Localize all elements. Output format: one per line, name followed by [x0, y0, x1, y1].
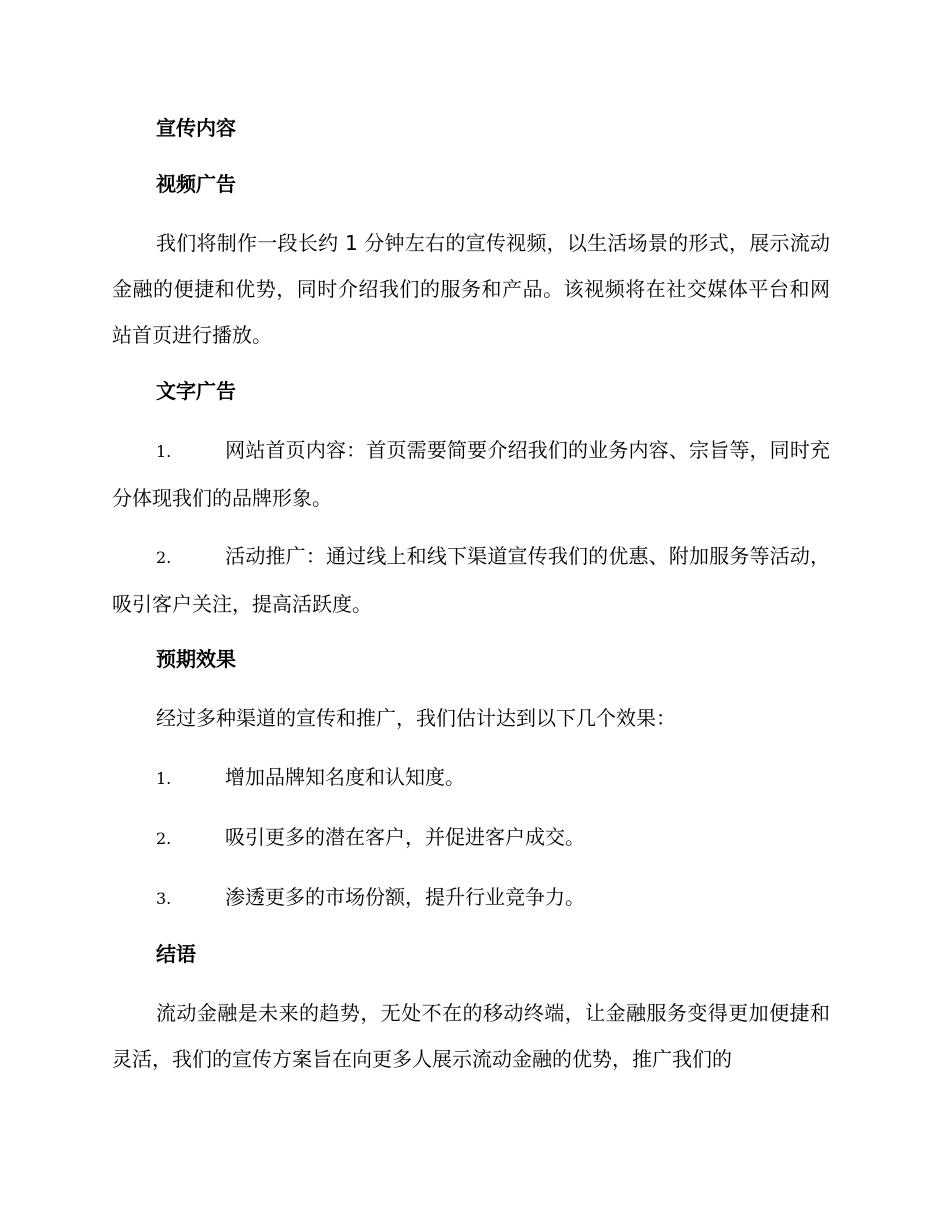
document-page	[112, 108, 830, 1095]
list-item-text: 吸引更多的潜在客户，并促进客户成交。	[225, 825, 585, 849]
paragraph-conclusion: 流动金融是未来的趋势，无处不在的移动终端，让金融服务变得更加便捷和灵活，我们的宣传方案旨在向更多人展示流动金融的优势，推广我们的	[112, 1001, 830, 1071]
heading-promo-content: 宣传内容	[156, 116, 236, 140]
list-item	[112, 814, 830, 862]
list-number: 1.	[156, 442, 172, 461]
list-item-text: 网站首页内容：首页需要简要介绍我们的业务内容、宗旨等，同时充分体现我们的品牌形象。	[112, 438, 830, 510]
list-item-text: 渗透更多的市场份额，提升行业竞争力。	[225, 885, 585, 909]
list-number: 2.	[156, 829, 172, 848]
list-item	[112, 427, 830, 521]
list-number: 3.	[156, 889, 172, 908]
list-item	[112, 754, 830, 802]
list-number: 2.	[156, 548, 172, 567]
heading-text-ad: 文字广告	[156, 379, 236, 403]
list-item	[112, 533, 830, 627]
list-item-text: 活动推广：通过线上和线下渠道宣传我们的优惠、附加服务等活动，吸引客户关注，提高活跃度。	[112, 544, 830, 616]
list-item	[112, 874, 830, 922]
list-number: 1.	[156, 769, 172, 788]
heading-video-ad: 视频广告	[156, 172, 236, 196]
heading-conclusion: 结语	[156, 942, 196, 966]
list-item-text: 增加品牌知名度和认知度。	[225, 765, 465, 789]
paragraph-video-ad: 我们将制作一段长约 1 分钟左右的宣传视频，以生活场景的形式，展示流动金融的便捷和优势，同时介绍我们的服务和产品。该视频将在社交媒体平台和网站首页进行播放。	[112, 231, 830, 347]
heading-expected-effect: 预期效果	[156, 647, 236, 671]
paragraph-expected-effect-intro: 经过多种渠道的宣传和推广，我们估计达到以下几个效果：	[156, 706, 676, 730]
